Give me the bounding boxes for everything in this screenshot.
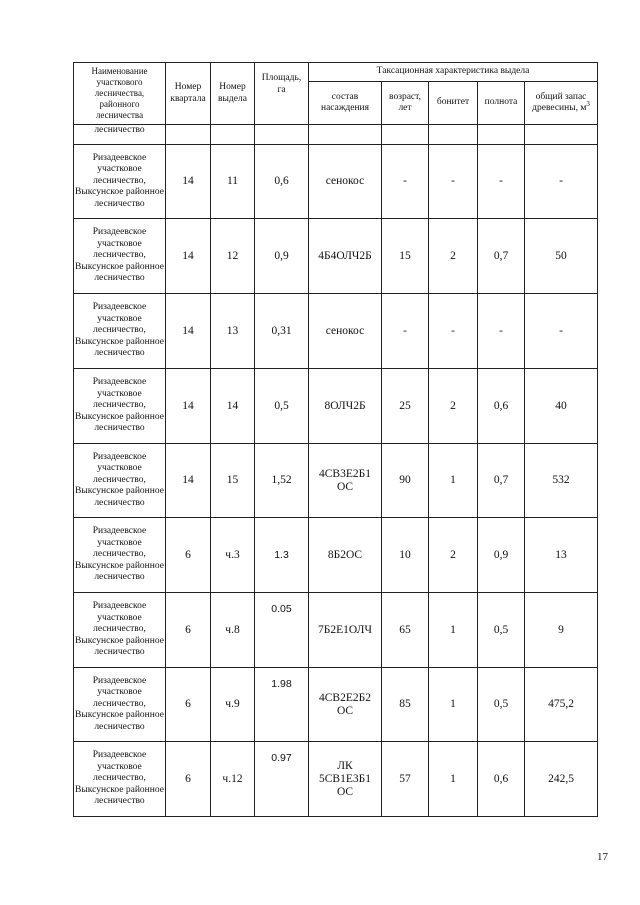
table-row: [74, 145, 598, 219]
cell-stock: 13: [525, 518, 598, 593]
page-number: 17: [597, 851, 608, 863]
cell-age: -: [382, 294, 429, 369]
continuation-cell: [382, 125, 429, 145]
cell-stock: 40: [525, 369, 598, 444]
table-row: [74, 593, 598, 668]
continuation-cell: [255, 125, 309, 145]
cell-composition: 8ОЛЧ2Б: [309, 369, 382, 444]
header-composition: состав насаждения: [309, 82, 382, 125]
cell-age: 25: [382, 369, 429, 444]
cell-density: 0,7: [478, 444, 525, 518]
table-row: [74, 369, 598, 444]
cell-name: Ризадеевское участковое лесничество, Выксунское районное лесничество: [74, 593, 166, 668]
cell-stock: 532: [525, 444, 598, 518]
cell-area: 1.98: [255, 668, 309, 742]
header-stock-sup: 3: [586, 99, 590, 108]
header-stock-text: общий запас древесины, м: [532, 91, 587, 113]
cell-age: 90: [382, 444, 429, 518]
cell-name: Ризадеевское участковое лесничество, Выксунское районное лесничество: [74, 742, 166, 817]
cell-bonitet: 2: [429, 518, 478, 593]
cell-area: 1,52: [255, 444, 309, 518]
cell-composition: 7Б2Е1ОЛЧ: [309, 593, 382, 668]
continuation-cell: [211, 125, 255, 145]
cell-quarter: 6: [166, 518, 211, 593]
cell-bonitet: 1: [429, 742, 478, 817]
cell-bonitet: 1: [429, 444, 478, 518]
cell-density: 0,6: [478, 369, 525, 444]
table-row: [74, 518, 598, 593]
table-row: [74, 444, 598, 518]
continuation-name: лесничество: [74, 125, 166, 145]
cell-stock: 475,2: [525, 668, 598, 742]
cell-area: 1.3: [255, 518, 309, 593]
cell-area: 0.97: [255, 742, 309, 817]
continuation-cell: [429, 125, 478, 145]
continuation-row: [74, 125, 598, 145]
cell-plot: 12: [211, 219, 255, 294]
header-bonitet: бонитет: [429, 82, 478, 125]
header-stock: [525, 82, 598, 125]
cell-density: 0,7: [478, 219, 525, 294]
cell-stock: 242,5: [525, 742, 598, 817]
cell-composition: 4СВ3Е2Б1 ОС: [309, 444, 382, 518]
cell-name: Ризадеевское участковое лесничество, Выксунское районное лесничество: [74, 294, 166, 369]
cell-area: 0,9: [255, 219, 309, 294]
cell-age: 65: [382, 593, 429, 668]
cell-density: 0,9: [478, 518, 525, 593]
cell-bonitet: 1: [429, 668, 478, 742]
cell-bonitet: 2: [429, 369, 478, 444]
cell-bonitet: 1: [429, 593, 478, 668]
continuation-cell: [478, 125, 525, 145]
cell-composition: ЛК 5СВ1Е3Б1 ОС: [309, 742, 382, 817]
table-row: [74, 742, 598, 817]
table-row: [74, 668, 598, 742]
cell-plot: 15: [211, 444, 255, 518]
header-name: Наименование участкового лесничества, районного лесничества: [74, 63, 166, 125]
taxation-table: [73, 62, 598, 817]
cell-plot: ч.9: [211, 668, 255, 742]
header-age: возраст, лет: [382, 82, 429, 125]
cell-name: Ризадеевское участковое лесничество, Выксунское районное лесничество: [74, 444, 166, 518]
cell-name: Ризадеевское участковое лесничество, Выксунское районное лесничество: [74, 518, 166, 593]
table-row: [74, 294, 598, 369]
header-area: Площадь, га: [255, 63, 309, 125]
cell-composition: 8Б2ОС: [309, 518, 382, 593]
header-density: полнота: [478, 82, 525, 125]
cell-plot: ч.12: [211, 742, 255, 817]
continuation-cell: [166, 125, 211, 145]
cell-age: -: [382, 145, 429, 219]
cell-name: Ризадеевское участковое лесничество, Выксунское районное лесничество: [74, 369, 166, 444]
cell-density: 0,5: [478, 593, 525, 668]
cell-composition: сенокос: [309, 145, 382, 219]
cell-density: 0,6: [478, 742, 525, 817]
cell-quarter: 6: [166, 742, 211, 817]
header-taxation-group: Таксационная характеристика выдела: [309, 63, 598, 82]
cell-stock: -: [525, 145, 598, 219]
cell-age: 10: [382, 518, 429, 593]
cell-age: 57: [382, 742, 429, 817]
cell-stock: -: [525, 294, 598, 369]
cell-name: Ризадеевское участковое лесничество, Выксунское районное лесничество: [74, 145, 166, 219]
cell-composition: 4СВ2Е2Б2 ОС: [309, 668, 382, 742]
cell-age: 85: [382, 668, 429, 742]
cell-area: 0,6: [255, 145, 309, 219]
cell-bonitet: -: [429, 294, 478, 369]
cell-area: 0.05: [255, 593, 309, 668]
cell-plot: ч.3: [211, 518, 255, 593]
cell-composition: 4Б4ОЛЧ2Б: [309, 219, 382, 294]
cell-stock: 50: [525, 219, 598, 294]
cell-plot: ч.8: [211, 593, 255, 668]
cell-quarter: 14: [166, 444, 211, 518]
cell-area: 0,31: [255, 294, 309, 369]
cell-stock: 9: [525, 593, 598, 668]
cell-name: Ризадеевское участковое лесничество, Выксунское районное лесничество: [74, 668, 166, 742]
cell-name: Ризадеевское участковое лесничество, Выксунское районное лесничество: [74, 219, 166, 294]
continuation-cell: [525, 125, 598, 145]
cell-plot: 13: [211, 294, 255, 369]
table-row: [74, 219, 598, 294]
cell-bonitet: -: [429, 145, 478, 219]
cell-density: -: [478, 294, 525, 369]
cell-area: 0,5: [255, 369, 309, 444]
cell-quarter: 6: [166, 593, 211, 668]
cell-density: 0,5: [478, 668, 525, 742]
cell-quarter: 14: [166, 145, 211, 219]
cell-composition: сенокос: [309, 294, 382, 369]
continuation-cell: [309, 125, 382, 145]
cell-plot: 11: [211, 145, 255, 219]
cell-quarter: 14: [166, 294, 211, 369]
cell-density: -: [478, 145, 525, 219]
header-quarter: Номер квартала: [166, 63, 211, 125]
cell-plot: 14: [211, 369, 255, 444]
header-plot: Номер выдела: [211, 63, 255, 125]
cell-age: 15: [382, 219, 429, 294]
cell-quarter: 14: [166, 219, 211, 294]
header-row-1: [74, 63, 598, 82]
cell-bonitet: 2: [429, 219, 478, 294]
cell-quarter: 6: [166, 668, 211, 742]
cell-quarter: 14: [166, 369, 211, 444]
